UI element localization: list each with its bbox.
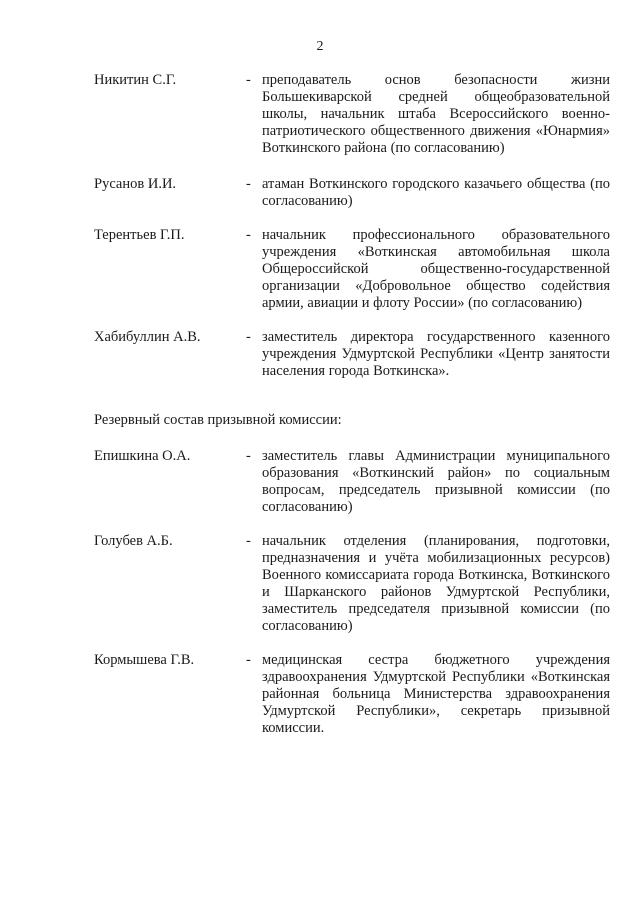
- member-position: заместитель директора государственного казенного учреждения Удмуртской Республики «Центр занятости населения города Воткинска».: [262, 329, 610, 379]
- member-position: преподаватель основ безопасности жизни Большекиварской средней общеобразовательной школы, начальник штаба Всероссийского военно-патриотического общественного движения «Юнармия» Воткинского района (по согласованию): [262, 72, 610, 156]
- separator-dash: -: [246, 448, 251, 464]
- member-position: медицинская сестра бюджетного учреждения здравоохранения Удмуртской Республики «Воткинская районная больница Министерства здравоохранения Удмуртской Республики», секретарь призывной комиссии.: [262, 652, 610, 736]
- separator-dash: -: [246, 652, 251, 668]
- member-position: начальник профессионального образовательного учреждения «Воткинская автомобильная школа Общероссийской общественно-государственной организации «Добровольное общество содействия армии, авиации и флоту России» (по согласованию): [262, 227, 610, 311]
- member-position: атаман Воткинского городского казачьего общества (по согласованию): [262, 176, 610, 209]
- member-name: Голубев А.Б.: [94, 533, 173, 549]
- reserve-section-heading: Резервный состав призывной комиссии:: [94, 412, 342, 428]
- member-name: Кормышева Г.В.: [94, 652, 195, 668]
- member-name: Епишкина О.А.: [94, 448, 191, 464]
- member-name: Никитин С.Г.: [94, 72, 177, 88]
- separator-dash: -: [246, 533, 251, 549]
- member-name: Русанов И.И.: [94, 176, 177, 192]
- member-name: Терентьев Г.П.: [94, 227, 185, 243]
- separator-dash: -: [246, 72, 251, 88]
- separator-dash: -: [246, 176, 251, 192]
- page-number: 2: [316, 39, 324, 54]
- member-name: Хабибуллин А.В.: [94, 329, 201, 345]
- member-position: заместитель главы Администрации муниципального образования «Воткинский район» по социальным вопросам, председатель призывной комиссии (по согласованию): [262, 448, 610, 515]
- member-position: начальник отделения (планирования, подготовки, предназначения и учёта мобилизационных ресурсов) Военного комиссариата города Воткинска, Воткинского и Шарканского районов Удмуртской Республики, заместитель председателя призывной комиссии (по согласованию): [262, 533, 610, 634]
- separator-dash: -: [246, 227, 251, 243]
- separator-dash: -: [246, 329, 251, 345]
